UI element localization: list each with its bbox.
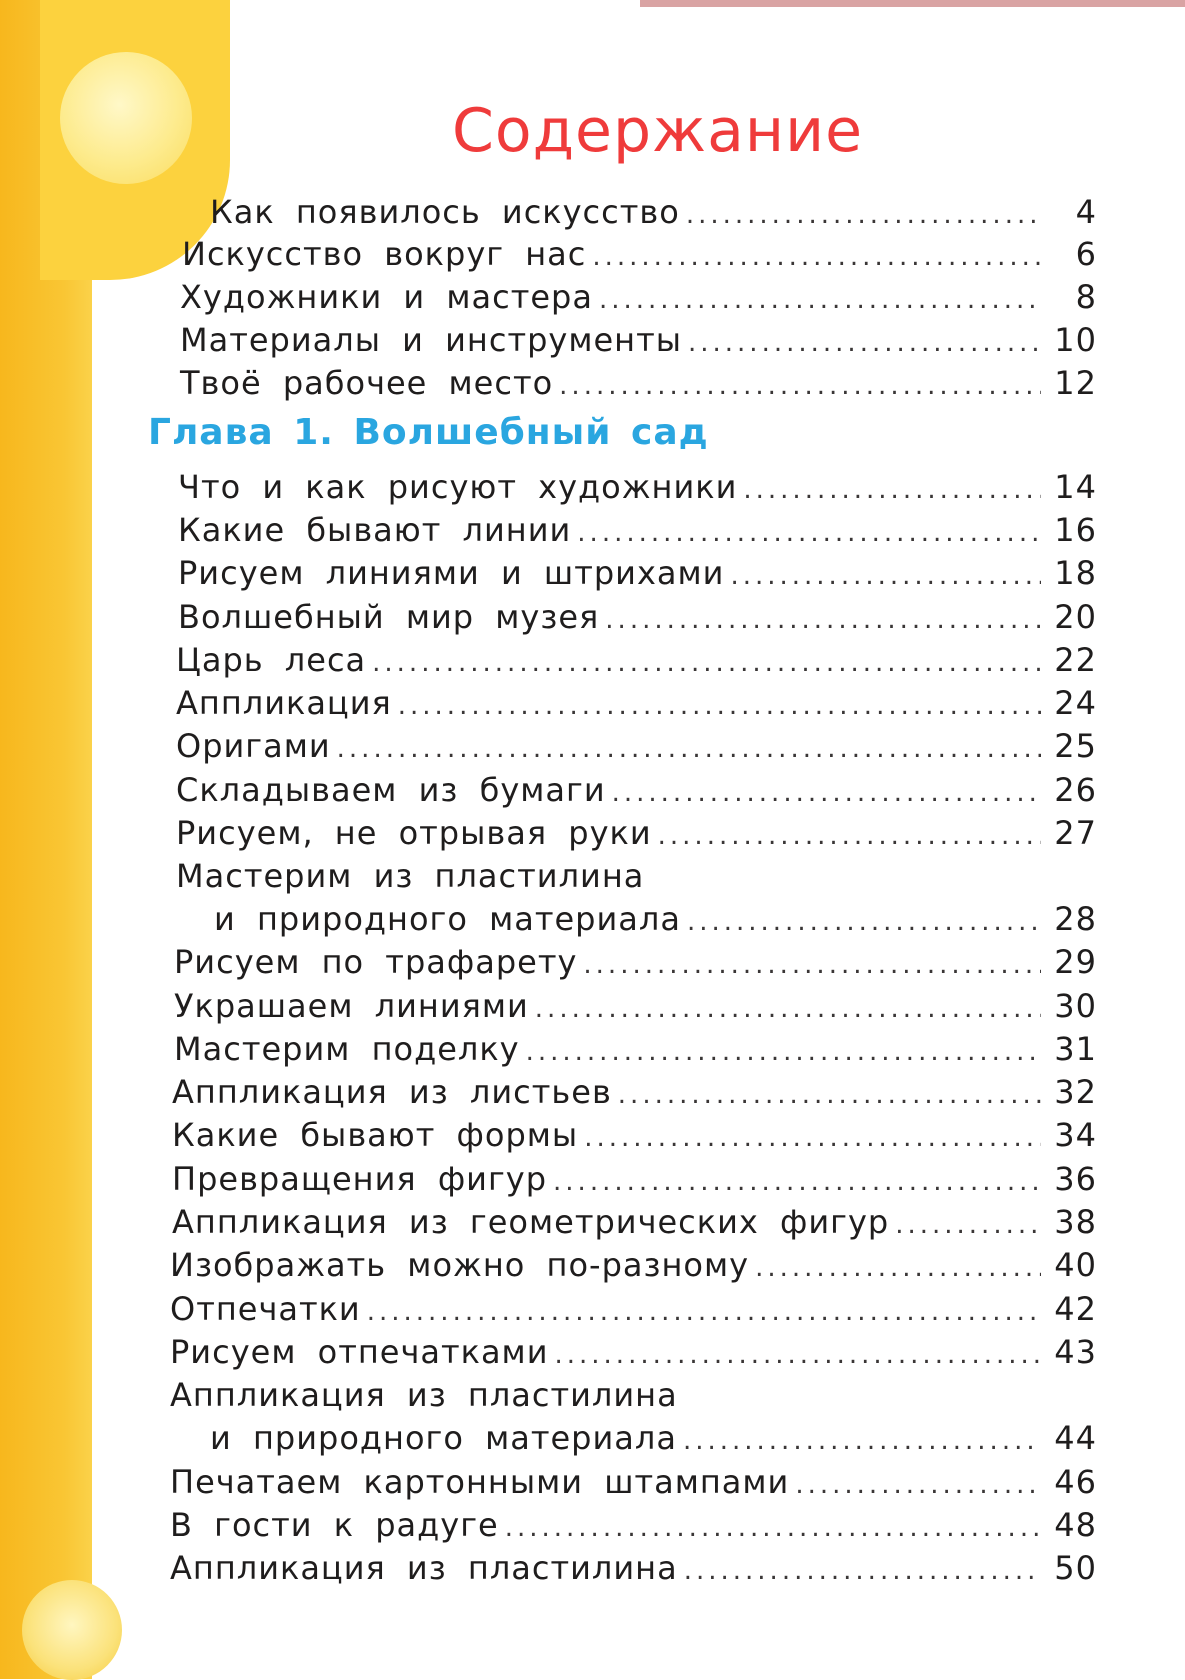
dot-leader bbox=[755, 1246, 1041, 1290]
toc-entry-label: Рисуем по трафарету bbox=[174, 943, 578, 981]
toc-entry-page: 30 bbox=[1054, 987, 1097, 1025]
toc-entry[interactable] bbox=[172, 1070, 1097, 1114]
toc-entry-page: 28 bbox=[1054, 900, 1097, 938]
toc-entry-label: Что и как рисуют художники bbox=[178, 468, 738, 506]
toc-entry[interactable] bbox=[210, 190, 1097, 234]
toc-entry-page: 43 bbox=[1054, 1333, 1097, 1371]
toc-entry-page: 40 bbox=[1054, 1246, 1097, 1284]
toc-entry-first-line[interactable]: Мастерим из пластилина bbox=[176, 857, 645, 895]
toc-entry-page: 34 bbox=[1054, 1116, 1097, 1154]
toc-entry[interactable] bbox=[182, 232, 1097, 276]
toc-entry-label: В гости к радуге bbox=[170, 1506, 499, 1544]
toc-entry-label: Превращения фигур bbox=[172, 1160, 548, 1198]
dot-leader bbox=[895, 1203, 1041, 1247]
toc-entry[interactable] bbox=[170, 1503, 1097, 1547]
page-title: Содержание bbox=[451, 96, 864, 166]
toc-entry-page: 31 bbox=[1054, 1030, 1097, 1068]
toc-entry-page: 25 bbox=[1054, 727, 1097, 765]
toc-entry-label: Рисуем отпечатками bbox=[170, 1333, 549, 1371]
toc-entry[interactable] bbox=[172, 1200, 1097, 1244]
toc-entry[interactable] bbox=[178, 508, 1097, 552]
toc-entry-label: Какие бывают линии bbox=[178, 511, 572, 549]
toc-entry-page: 26 bbox=[1054, 771, 1097, 809]
dot-leader bbox=[687, 900, 1041, 944]
toc-entry-label: Какие бывают формы bbox=[172, 1116, 579, 1154]
toc-entry-label: Складываем из бумаги bbox=[176, 771, 606, 809]
dot-leader bbox=[526, 1030, 1041, 1074]
toc-entry-first-line[interactable]: Аппликация из пластилина bbox=[170, 1376, 678, 1414]
toc-entry[interactable] bbox=[174, 940, 1097, 984]
dot-leader bbox=[599, 278, 1041, 322]
dot-leader bbox=[535, 987, 1041, 1031]
dot-leader bbox=[743, 468, 1041, 512]
dot-leader bbox=[795, 1463, 1041, 1507]
dot-leader bbox=[612, 771, 1041, 815]
toc-entry-label: Мастерим поделку bbox=[174, 1030, 520, 1068]
dot-leader bbox=[618, 1073, 1041, 1117]
toc-entry-label: Рисуем линиями и штрихами bbox=[178, 554, 725, 592]
dot-leader bbox=[553, 1160, 1041, 1204]
toc-entry[interactable] bbox=[174, 984, 1097, 1028]
toc-entry-page: 22 bbox=[1054, 641, 1097, 679]
dot-leader bbox=[684, 1549, 1041, 1593]
dot-leader bbox=[505, 1506, 1041, 1550]
toc-entry-label: и природного материала bbox=[210, 1419, 677, 1457]
toc-entry[interactable] bbox=[176, 724, 1097, 768]
toc-entry-label: Украшаем линиями bbox=[174, 987, 529, 1025]
dot-leader bbox=[577, 511, 1041, 555]
toc-entry-label: Отпечатки bbox=[170, 1290, 361, 1328]
toc-entry-label: Аппликация из пластилина bbox=[170, 1549, 678, 1587]
dot-leader bbox=[686, 193, 1041, 237]
dot-leader bbox=[372, 641, 1041, 685]
toc-entry-page: 32 bbox=[1054, 1073, 1097, 1111]
toc-entry[interactable] bbox=[210, 1416, 1097, 1460]
toc-entry[interactable] bbox=[176, 768, 1097, 812]
toc-entry-label: и природного материала bbox=[214, 900, 681, 938]
toc-entry[interactable] bbox=[180, 275, 1097, 319]
toc-entry-page: 42 bbox=[1054, 1290, 1097, 1328]
toc-entry-label: Аппликация из листьев bbox=[172, 1073, 612, 1111]
dot-leader bbox=[688, 321, 1041, 365]
dot-leader bbox=[658, 814, 1041, 858]
toc-entry-page: 48 bbox=[1054, 1506, 1097, 1544]
toc-entry[interactable] bbox=[178, 551, 1097, 595]
toc-entry-page: 29 bbox=[1054, 943, 1097, 981]
toc-entry-label: Рисуем, не отрывая руки bbox=[176, 814, 652, 852]
toc-entry-page: 50 bbox=[1054, 1549, 1097, 1587]
dot-leader bbox=[605, 598, 1041, 642]
toc-entry-page: 14 bbox=[1054, 468, 1097, 506]
toc-entry[interactable] bbox=[172, 1157, 1097, 1201]
toc-entry[interactable] bbox=[214, 897, 1097, 941]
toc-entry-label: Оригами bbox=[176, 727, 331, 765]
toc-entry-page: 16 bbox=[1054, 511, 1097, 549]
toc-entry[interactable] bbox=[170, 1546, 1097, 1590]
toc-entry-label: Аппликация bbox=[176, 684, 392, 722]
toc-entry[interactable] bbox=[180, 361, 1097, 405]
toc-entry[interactable] bbox=[178, 595, 1097, 639]
toc-entry-label: Художники и мастера bbox=[180, 278, 593, 316]
toc-entry[interactable] bbox=[176, 681, 1097, 725]
toc-entry-label: Царь леса bbox=[176, 641, 367, 679]
toc-entry-label: Волшебный мир музея bbox=[178, 598, 600, 636]
toc-entry[interactable] bbox=[180, 318, 1097, 362]
dot-leader bbox=[398, 684, 1041, 728]
dot-leader bbox=[683, 1419, 1041, 1463]
dot-leader bbox=[584, 1116, 1041, 1160]
toc-entry-page: 8 bbox=[1075, 278, 1097, 316]
dot-leader bbox=[583, 943, 1041, 987]
dot-leader bbox=[554, 1333, 1041, 1377]
dot-leader bbox=[337, 727, 1041, 771]
dot-leader bbox=[367, 1290, 1041, 1334]
toc-entry[interactable] bbox=[172, 1113, 1097, 1157]
toc-entry-label: Изображать можно по-разному bbox=[170, 1246, 750, 1284]
chapter-heading[interactable]: Глава 1. Волшебный сад bbox=[148, 412, 709, 453]
dot-leader bbox=[592, 235, 1041, 279]
toc-entry-page: 36 bbox=[1054, 1160, 1097, 1198]
toc-entry-page: 10 bbox=[1054, 321, 1097, 359]
toc-entry-label: Как появилось искусство bbox=[210, 193, 680, 231]
toc-entry[interactable] bbox=[178, 465, 1097, 509]
toc-entry-page: 18 bbox=[1054, 554, 1097, 592]
toc-entry-page: 44 bbox=[1054, 1419, 1097, 1457]
toc-entry[interactable] bbox=[170, 1287, 1097, 1331]
toc-entry-page: 4 bbox=[1075, 193, 1097, 231]
toc-entry[interactable] bbox=[174, 1027, 1097, 1071]
toc-entry-page: 46 bbox=[1054, 1463, 1097, 1501]
toc-entry-label: Аппликация из геометрических фигур bbox=[172, 1203, 890, 1241]
toc-entry[interactable] bbox=[170, 1460, 1097, 1504]
dot-leader bbox=[730, 554, 1041, 598]
toc-entry-page: 27 bbox=[1054, 814, 1097, 852]
toc-entry-label: Искусство вокруг нас bbox=[182, 235, 587, 273]
toc-entry-page: 38 bbox=[1054, 1203, 1097, 1241]
toc-entry[interactable] bbox=[170, 1330, 1097, 1374]
toc-entry-page: 24 bbox=[1054, 684, 1097, 722]
toc-entry-label: Печатаем картонными штампами bbox=[170, 1463, 790, 1501]
toc-entry[interactable] bbox=[176, 811, 1097, 855]
toc-entry-label: Материалы и инструменты bbox=[180, 321, 682, 359]
toc-entry-page: 6 bbox=[1075, 235, 1097, 273]
toc-entry-page: 12 bbox=[1054, 364, 1097, 402]
toc-entry-page: 20 bbox=[1054, 598, 1097, 636]
dot-leader bbox=[559, 364, 1041, 408]
toc-entry[interactable] bbox=[170, 1243, 1097, 1287]
toc-entry[interactable] bbox=[176, 638, 1097, 682]
toc-entry-label: Твоё рабочее место bbox=[180, 364, 554, 402]
